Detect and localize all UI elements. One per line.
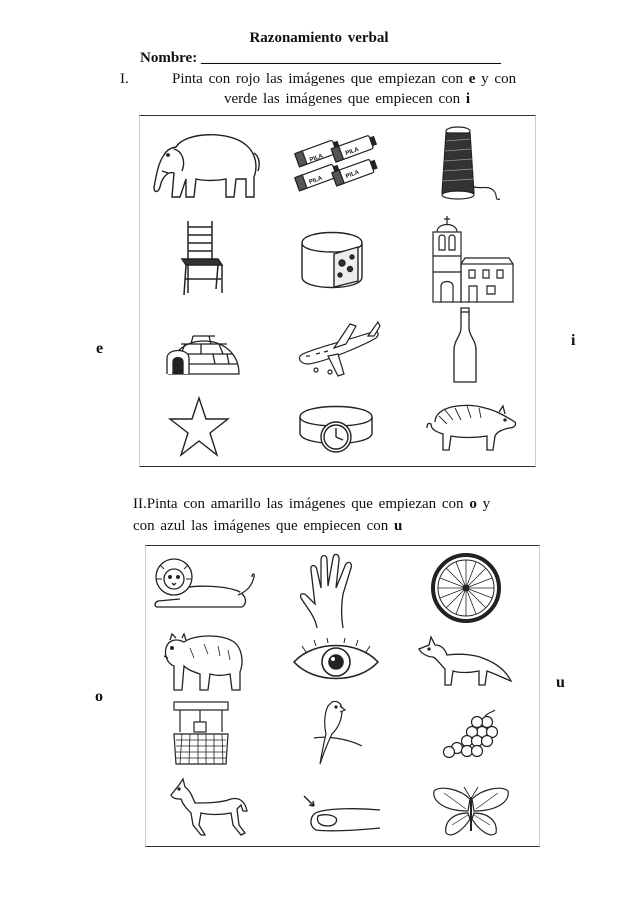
worksheet-title: Razonamiento verbal [249, 30, 389, 46]
elephant-icon [146, 127, 266, 202]
parrot-icon [312, 698, 364, 766]
side-letter-i: i [571, 332, 576, 349]
battery-label: PILA [308, 175, 324, 186]
cheese-icon [298, 225, 368, 297]
thread-spool-icon [428, 125, 503, 205]
instruction-2-line-1: II.Pinta con amarillo las imágenes que empiezan con o y [133, 496, 491, 512]
instruction-2-line-2: con azul las imágenes que empiecen con u [133, 518, 403, 534]
name-field-label: Nombre: ________________________________________ [140, 50, 501, 66]
watch-icon [296, 397, 376, 457]
side-letter-e: e [96, 340, 104, 357]
igloo-icon [163, 316, 245, 378]
fox-icon [415, 633, 515, 688]
chair-icon [178, 217, 228, 297]
battery-label: PILA [344, 146, 360, 158]
battery-label: PILA [309, 153, 324, 164]
bear-icon [160, 628, 245, 694]
side-letter-o: o [95, 688, 103, 705]
hand-icon [297, 550, 367, 630]
horse-icon [165, 777, 250, 837]
boar-icon [425, 398, 520, 453]
wheel-icon [430, 552, 502, 624]
side-letter-u: u [556, 674, 565, 691]
eye-icon [290, 638, 382, 686]
instruction-1-line-2: verde las imágenes que empiecen con i [224, 91, 471, 107]
instruction-section-2 [133, 493, 490, 537]
bottle-icon [452, 306, 478, 386]
instruction-1-line-1: Pinta con rojo las imágenes que empiezan con e y con [172, 71, 517, 87]
well-icon [172, 700, 230, 766]
church-icon [425, 212, 517, 304]
section-1-number: I. [120, 71, 129, 87]
star-icon [168, 396, 230, 458]
airplane-icon [296, 318, 381, 378]
lion-icon [152, 555, 257, 613]
batteries-icon [290, 135, 382, 190]
butterfly-icon [430, 785, 512, 840]
battery-label: PILA [345, 169, 361, 180]
fingernail-icon [300, 792, 382, 838]
grapes-icon [437, 708, 499, 760]
